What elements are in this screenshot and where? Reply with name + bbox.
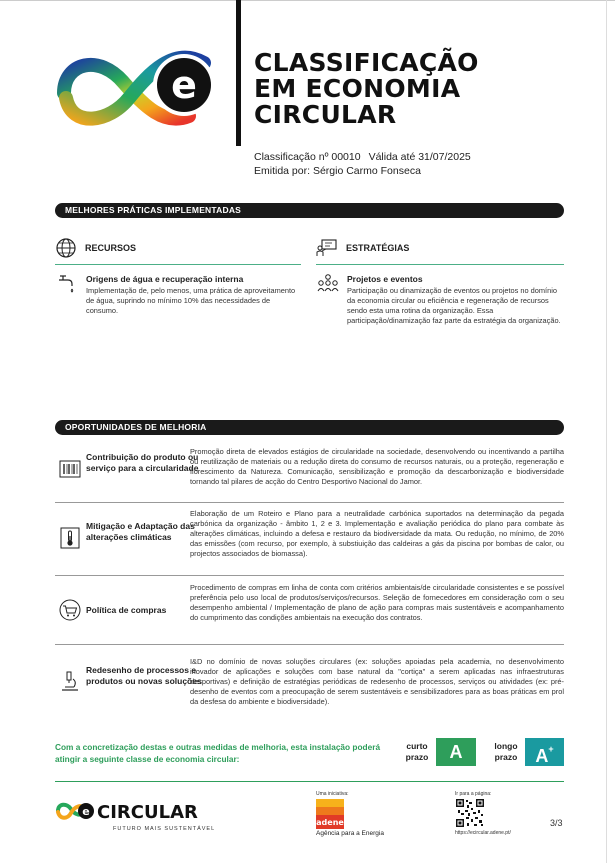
strategies-label: ESTRATÉGIAS [346,243,410,253]
globe-icon [55,237,77,259]
title-line-3: CIRCULAR [254,100,397,129]
practice-events [347,274,564,326]
opportunity-description: I&D no domínio de novas soluções circulares (ex: soluções apoiadas pela academia, no desenvolvimento inovador de aplicações e soluções com base natural da "cortiça" a serem aplicadas nas infraestruturas desportivas) e definição de estratégias periódicas de redesenho de processos, serviços ou atividades (ex: pré-desenho de eventos com a preocupação de serem sustentáveis e sensibilizadores para as boas práticas em prol da desfesa do ambiente e biodiversidade). [190,657,564,706]
adene-logo-text: adene [316,818,344,827]
practice-title: Projetos e eventos [347,274,423,284]
top-border [0,0,615,1]
resources-rule [55,264,301,265]
svg-text:e: e [171,63,197,107]
strategies-rule [316,264,564,265]
qr-label: Ir para a página: [455,791,492,797]
opportunity-title: Redesenho de processos e produtos ou novas soluções [86,665,202,686]
best-practices-heading: MELHORES PRÁTICAS IMPLEMENTADAS [55,203,564,218]
long-term-label: longo prazo [494,741,518,762]
opportunities-heading: OPORTUNIDADES DE MELHORIA [55,420,564,435]
strategies-column-header [316,237,409,259]
presentation-icon [316,237,338,259]
thermometer-icon [59,527,81,549]
opportunity-item [55,509,564,571]
practice-water [86,274,300,316]
brand-name: CIRCULAR [97,802,198,822]
opportunity-description: Procedimento de compras em linha de conta com critérios ambientais/de circularidade consistentes e se possível preferência pelo uso local de produtos/serviços/recursos. Seleção de fornecedores em consideração com o seu desempenho ambiental / Implementação de plano de ação para compras mais sustentáveis e acompanhamento do cumprimento das condições ambientais na execução dos contratos. [190,583,564,622]
opportunity-divider [55,644,564,645]
long-term-class: A [535,746,549,766]
svg-text:e: e [82,805,90,818]
resources-label: RECURSOS [85,243,137,253]
short-term-class-badge [436,738,476,766]
opportunity-divider [55,575,564,576]
long-term-plus: + [548,744,554,754]
agency-name: Agência para a Energia [316,830,384,837]
short-term-class: A [449,742,463,762]
resources-column-header [55,237,136,259]
water-tap-icon [56,272,78,294]
initiative-label: Uma iniciativa: [316,791,349,797]
opportunity-title: Mitigação e Adaptação das alterações climáticas [86,521,195,542]
page-number: 3/3 [550,818,563,828]
adene-logo [316,799,344,829]
opportunity-item [55,657,564,713]
title-line-1: CLASSIFICAÇÃO [254,48,479,77]
opportunity-description: Elaboração de um Roteiro e Plano para a neutralidade carbónica suportados na determinação da pegada carbónica da organização - âmbito 1, 2 e 3. Implementação e avaliação periódica do plano para combate às alterações climáticas, incluindo a defesa e restauro da biodiversidade da mata. Ou redução, no mínimo, de 20% das emissões (com recurso, por exemplo, à substiuição das caldeiras a gás da piscina por bombas de calor, ou projectos associados de biomassa). [190,509,564,558]
title-line-2: EM ECONOMIA [254,74,461,103]
practice-description: Implementação de, pelo menos, uma prática de aproveitamento de água, suprindo no mínimo 10% das necessidades de consumo. [86,286,296,315]
microscope-icon [59,670,81,692]
circular-brand-logo [55,800,225,822]
right-border [606,0,607,863]
outlook-text: Com a concretização destas e outras medidas de melhoria, esta instalação poderá atingir a seguinte classe de economia circular: [55,742,381,764]
qr-url: https://ecircular.adene.pt/ [455,830,511,836]
ecircular-logo [54,38,222,138]
certificate-meta [254,150,479,178]
page-title [254,50,574,128]
validity-date: Válida até 31/07/2025 [368,151,471,163]
issued-by: Emitida por: Sérgio Carmo Fonseca [254,165,421,177]
opportunity-title: Política de compras [86,605,167,615]
practice-title: Origens de água e recuperação interna [86,274,244,284]
long-term-class-badge [525,738,564,766]
practice-description: Participação ou dinamização de eventos ou projetos no domínio da economia circular ou eficiência e regeneração de recursos sendo esta uma rotina da organização. Essa participação/dinamização faz parte da estratégia da organização. [347,286,561,325]
short-term-label: curto prazo [405,741,429,762]
opportunity-item [55,447,564,497]
barcode-icon [59,458,81,480]
shopping-cart-icon [59,599,81,621]
qr-code[interactable] [455,798,485,828]
footer-divider [55,781,564,782]
people-group-icon [317,272,339,294]
opportunity-description: Promoção direta de elevados estágios de circularidade na sociedade, desenvolvendo ou incentivando a partilha ou reutilização de materiais ou a redução direta do consumo de recursos naturais, ou a proteção, regeneração e florescimento da Natureza. Comunicação, sensibilização e promoção da descarbonização e biodiversidade tornando tal pilares de acção do Centro Desportivo Nacional do Jamor. [190,447,564,486]
opportunity-divider [55,502,564,503]
brand-tagline: FUTURO MAIS SUSTENTÁVEL [113,826,216,832]
header-divider [236,0,241,146]
opportunity-item [55,583,564,639]
opportunity-title: Contribuição do produto ou serviço para a circularidade [86,452,199,473]
classification-number: Classificação nº 00010 [254,151,361,163]
